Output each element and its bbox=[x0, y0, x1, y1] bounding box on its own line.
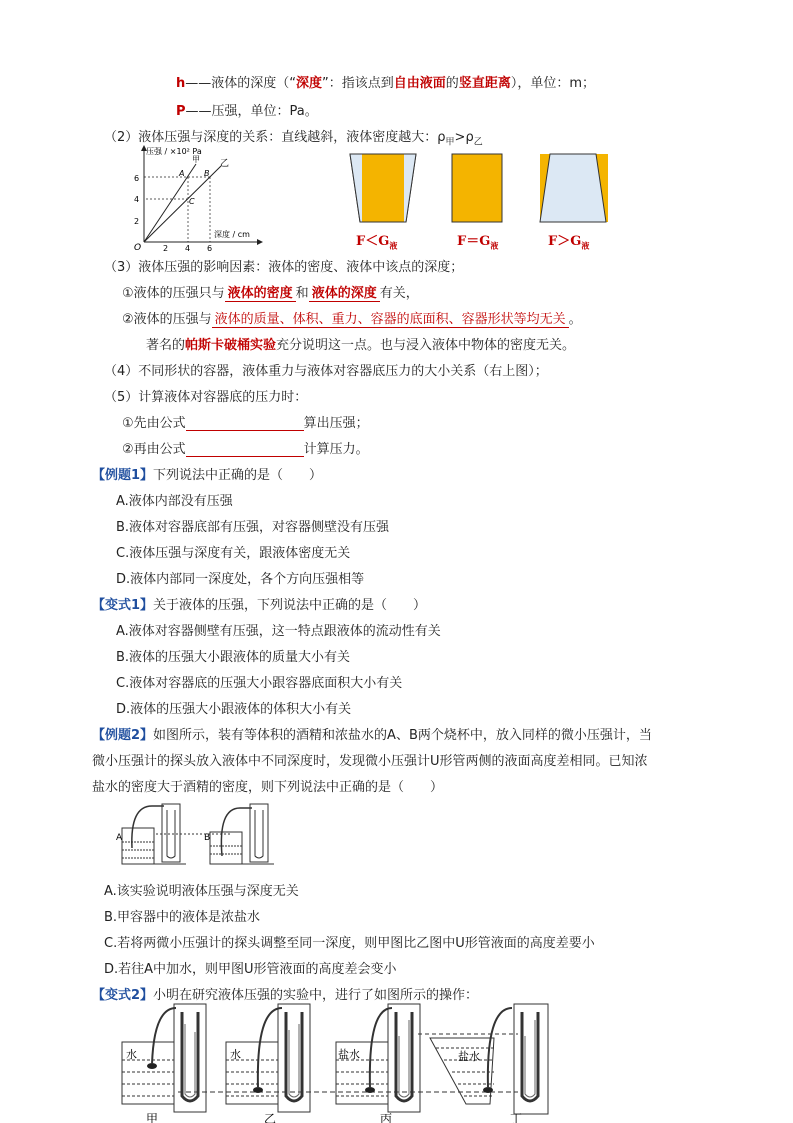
setup-jia bbox=[122, 1004, 206, 1112]
example-1-option-b: B.液体对容器底部有压强，对容器侧壁没有压强 bbox=[116, 520, 390, 535]
setup-bing bbox=[336, 1004, 420, 1112]
point-a: A bbox=[179, 169, 185, 178]
x-axis-label: 深度 / cm bbox=[214, 230, 250, 239]
liquid-label-yi: 水 bbox=[230, 1048, 241, 1061]
formula-blank-2 bbox=[186, 442, 304, 457]
example-2-option-b: B.甲容器中的液体是浓盐水 bbox=[104, 910, 261, 925]
item-5-2: ②再由公式 计算压力。 bbox=[122, 442, 369, 457]
caption-bing: 丙 bbox=[380, 1112, 393, 1123]
item-3-2: ②液体的压强与 液体的质量、体积、重力、容器的底面积、容器形状等均无关 。 bbox=[122, 308, 582, 328]
item-3-1: ①液体的压强只与 液体的密度 和 液体的深度 有关， bbox=[122, 282, 419, 302]
beaker-b-label: B bbox=[204, 833, 211, 843]
liquid-label-jia: 水 bbox=[126, 1048, 137, 1061]
container-label-3: $F>G_液$ bbox=[548, 234, 590, 251]
beaker-a-label: A bbox=[116, 833, 123, 843]
variant-1-option-a: A.液体对容器侧壁有压强，这一特点跟液体的流动性有关 bbox=[116, 624, 441, 639]
variant-2-question: 【变式2】小明在研究液体压强的实验中，进行了如图所示的操作： bbox=[92, 988, 479, 1003]
container-label-2: $F=G_液$ bbox=[457, 234, 499, 251]
example-1-option-c: C.液体压强与深度有关，跟液体密度无关 bbox=[116, 546, 351, 561]
variant-1-option-d: D.液体的压强大小跟液体的体积大小有关 bbox=[116, 702, 352, 717]
item-5: （5）计算液体对容器底的压力时： bbox=[104, 390, 308, 405]
example-1-question: 【例题1】下列说法中正确的是（ ） bbox=[92, 468, 323, 483]
container-narrow-bottom bbox=[348, 152, 420, 224]
example-2-question-line-1: 【例题2】如图所示，装有等体积的酒精和浓盐水的A、B两个烧杯中，放入同样的微小压强计，当 bbox=[92, 728, 652, 743]
item-2: （2）液体压强与深度的关系：直线越斜，液体密度越大：$\rho_甲>\rho_乙$ bbox=[104, 130, 483, 148]
example-2-question-line-2: 微小压强计的探头放入液体中不同深度时，发现微小压强计U形管两侧的液面高度差相同。已知浓 bbox=[92, 754, 648, 769]
item-4: （4）不同形状的容器，液体重力与液体对容器底压力的大小关系（右上图）； bbox=[104, 364, 548, 379]
x-tick-6: 6 bbox=[207, 244, 213, 252]
line-yi-label: 乙 bbox=[220, 159, 230, 169]
y-tick-6: 6 bbox=[134, 174, 140, 183]
y-axis-label: 压强 / ×10² Pa bbox=[146, 147, 202, 156]
point-c: C bbox=[189, 197, 195, 206]
container-straight bbox=[450, 152, 506, 224]
variant-1-question: 【变式1】关于液体的压强，下列说法中正确的是（ ） bbox=[92, 598, 427, 613]
example-1-option-d: D.液体内部同一深度处，各个方向压强相等 bbox=[116, 572, 365, 587]
caption-ding: 丁 bbox=[510, 1112, 523, 1123]
example-2-option-d: D.若往A中加水，则甲图U形管液面的高度差会变小 bbox=[104, 962, 397, 977]
point-b: B bbox=[204, 169, 210, 178]
example-2-option-a: A.该实验说明液体压强与深度无关 bbox=[104, 884, 299, 899]
origin-label: O bbox=[134, 243, 142, 252]
example-2-option-c: C.若将两微小压强计的探头调整至同一深度，则甲图比乙图中U形管液面的高度差要小 bbox=[104, 936, 595, 951]
item-3: （3）液体压强的影响因素：液体的密度、液体中该点的深度； bbox=[104, 260, 464, 275]
liquid-label-bing: 盐水 bbox=[338, 1048, 360, 1061]
h-definition: h——液体的深度（“深度”：指该点到自由液面的竖直距离），单位：m； bbox=[176, 76, 595, 91]
example-1-option-a: A.液体内部没有压强 bbox=[116, 494, 233, 509]
example-2-question-line-3: 盐水的密度大于酒精的密度，则下列说法中正确的是（ ） bbox=[92, 780, 444, 795]
liquid-label-ding: 盐水 bbox=[458, 1050, 480, 1063]
pressure-depth-graph bbox=[126, 144, 266, 252]
variant-2-figure bbox=[118, 1002, 558, 1123]
y-tick-2: 2 bbox=[134, 217, 140, 226]
setup-ding bbox=[430, 1004, 548, 1114]
setup-yi bbox=[226, 1004, 310, 1112]
p-definition: P——压强，单位：Pa。 bbox=[176, 104, 318, 119]
container-label-1: $F<G_液$ bbox=[356, 234, 398, 251]
variant-1-option-b: B.液体的压强大小跟液体的质量大小有关 bbox=[116, 650, 351, 665]
item-3-3: 著名的帕斯卡破桶实验充分说明这一点。也与浸入液体中物体的密度无关。 bbox=[146, 338, 576, 353]
variant-1-option-c: C.液体对容器底的压强大小跟容器底面积大小有关 bbox=[116, 676, 403, 691]
y-tick-4: 4 bbox=[134, 195, 140, 204]
caption-yi: 乙 bbox=[264, 1112, 277, 1123]
example-2-figure bbox=[112, 798, 282, 868]
line-jia-label: 甲 bbox=[192, 155, 200, 164]
caption-jia: 甲 bbox=[146, 1112, 159, 1123]
container-wide-bottom bbox=[538, 152, 610, 224]
formula-blank-1 bbox=[186, 416, 304, 431]
item-5-1: ①先由公式 算出压强； bbox=[122, 416, 369, 431]
x-tick-4: 4 bbox=[185, 244, 191, 252]
x-tick-2: 2 bbox=[163, 244, 169, 252]
